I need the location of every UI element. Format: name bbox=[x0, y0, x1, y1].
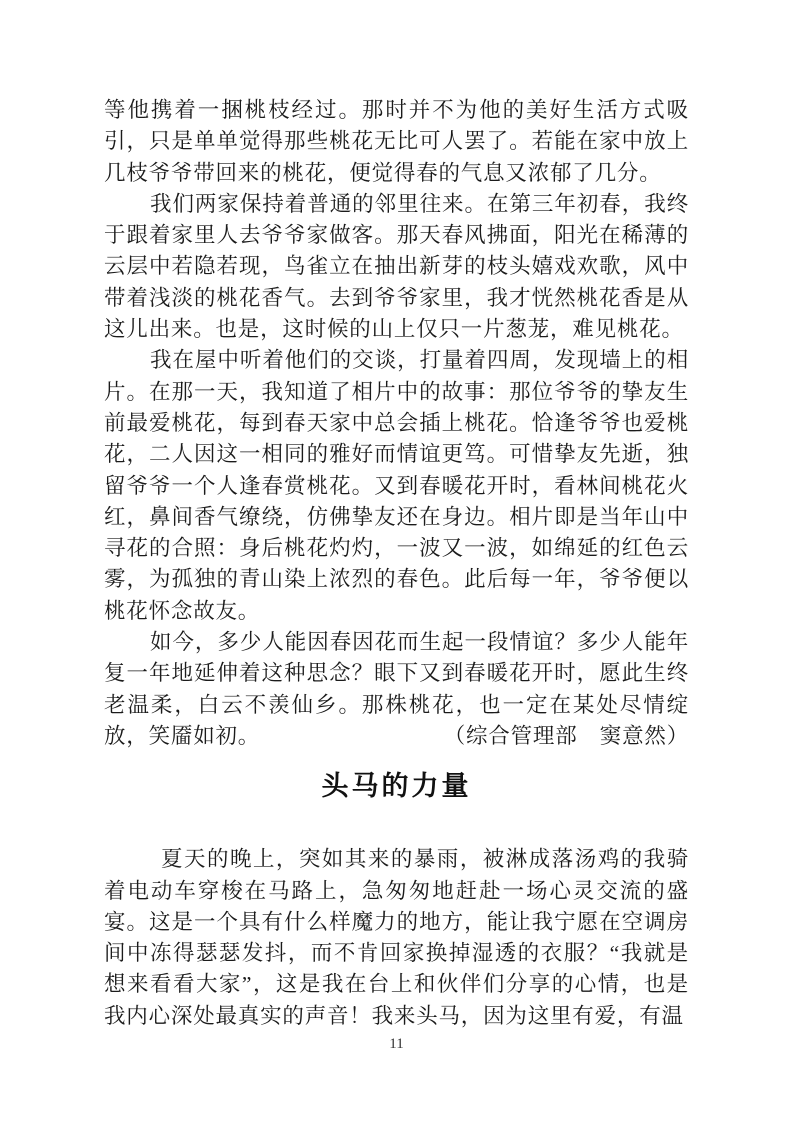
article-title: 头马的力量 bbox=[321, 771, 472, 802]
paragraph-text: 如今，多少人能因春因花而生起一段情谊？多少人能年复一年地延伸着这种思念？眼下又到春暖花开时，愿此生终老温柔，白云不羡仙乡。那株桃花，也一定在某处尽情绽放，笑靥如初。 bbox=[104, 630, 689, 748]
text-column bbox=[104, 95, 689, 1032]
paragraph: 夏天的晚上，突如其来的暴雨，被淋成落汤鸡的我骑着电动车穿梭在马路上，急匆匆地赶赴一场心灵交流的盛宴。这是一个具有什么样魔力的地方，能让我宁愿在空调房间中冻得瑟瑟发抖，而不肯回家换掉湿透的衣服？“我就是想来看看大家”，这是我在台上和伙伴们分享的心情，也是我内心深处最真实的声音！我来头马，因为这里有爱，有温 bbox=[104, 847, 689, 1028]
author-attribution: （综合管理部 窦意然） bbox=[443, 723, 689, 748]
paragraph: 我们两家保持着普通的邻里往来。在第三年初春，我终于跟着家里人去爷爷家做客。那天春风拂面，阳光在稀薄的云层中若隐若现，鸟雀立在抽出新芽的枝头嬉戏欢歌，风中带着浅淡的桃花香气。去到爷爷家里，我才恍然桃花香是从这儿出来。也是，这时候的山上仅只一片葱茏，难见桃花。 bbox=[104, 191, 689, 342]
paragraph: 等他携着一捆桃枝经过。那时并不为他的美好生活方式吸引，只是单单觉得那些桃花无比可人罢了。若能在家中放上几枝爷爷带回来的桃花，便觉得春的气息又浓郁了几分。 bbox=[104, 98, 689, 185]
paragraph bbox=[104, 627, 689, 752]
page-number: 11 bbox=[389, 1036, 404, 1052]
paragraph: 我在屋中听着他们的交谈，打量着四周，发现墙上的相片。在那一天，我知道了相片中的故事：那位爷爷的挚友生前最爱桃花，每到春天家中总会插上桃花。恰逢爷爷也爱桃花，二人因这一相同的雅好而情谊更笃。可惜挚友先逝，独留爷爷一个人逢春赏桃花。又到春暖花开时，看林间桃花火红，鼻间香气缭绕，仿佛挚友还在身边。相片即是当年山中寻花的合照：身后桃花灼灼，一波又一波，如绵延的红色云雾，为孤独的青山染上浓烈的春色。此后每一年，爷爷便以桃花怀念故友。 bbox=[104, 348, 689, 623]
